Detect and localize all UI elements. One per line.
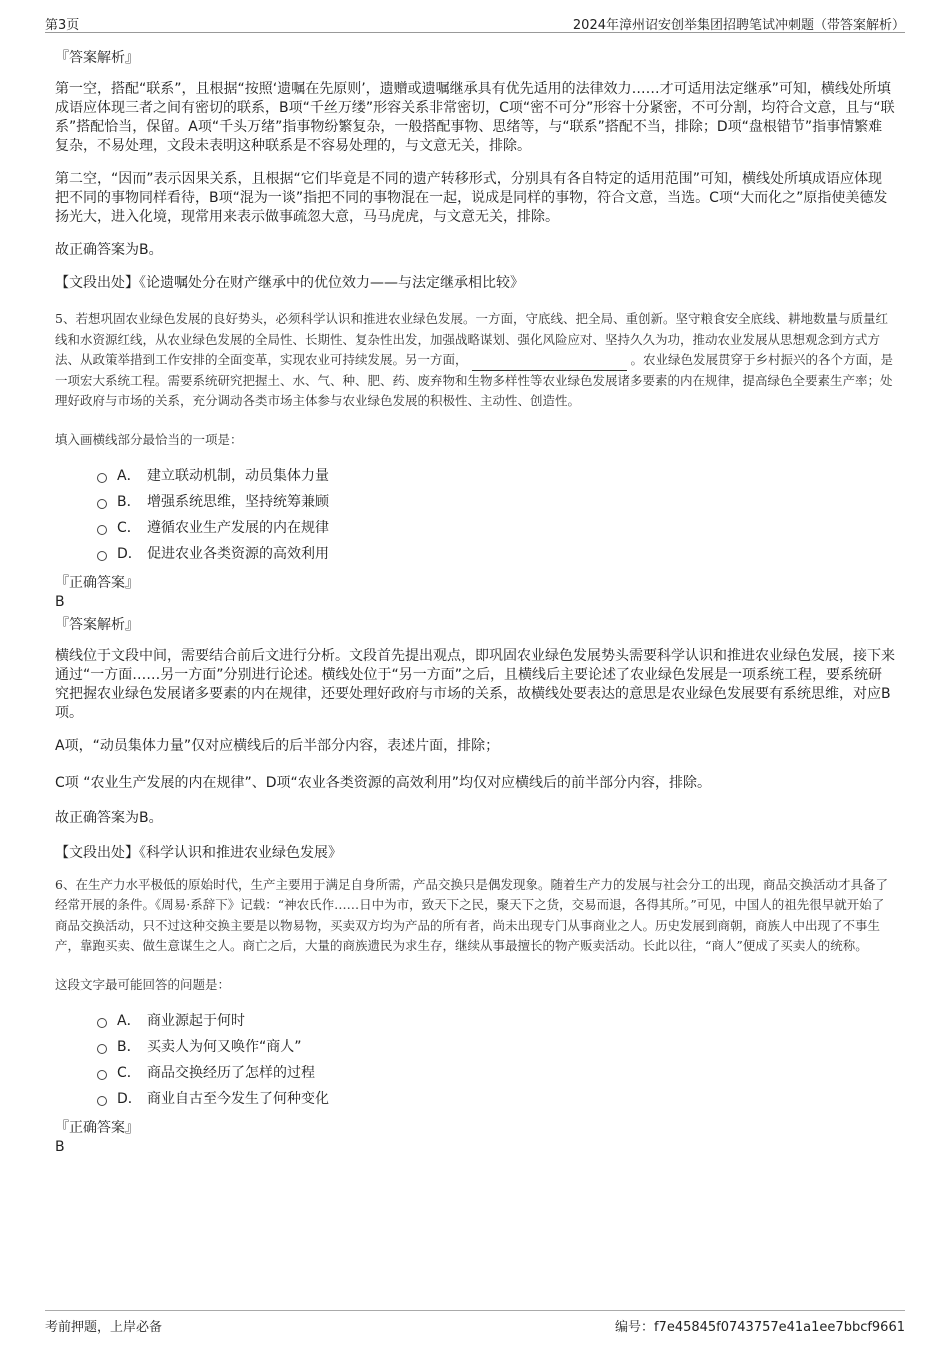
page-footer: [45, 1310, 905, 1336]
radio-icon[interactable]: [97, 1096, 107, 1106]
correct-answer-value: B: [55, 593, 65, 610]
radio-icon[interactable]: [97, 1018, 107, 1028]
document-title: 2024年漳州诏安创举集团招聘笔试冲刺题（带答案解析）: [572, 18, 905, 33]
analysis-paragraph: 横线位于文段中间，需要结合前后文进行分析。文段首先提出观点，即巩固农业绿色发展势头需要科学认识和推进农业绿色发展，接下来通过“一方面……另一方面”分别进行论述。横线处位于“另一方面”之后，且横线后主要论述了农业绿色发展是一项系统工程，要系统研究把握农业绿色发展诸多要素的内在规律，还要处理好政府与市场的关系，故横线处要表达的意思是农业绿色发展要有系统思维，对应B项。: [55, 647, 895, 721]
option-c[interactable]: C． 商品交换经历了怎样的过程: [97, 1060, 895, 1086]
source-citation: 【文段出处】《论遗嘱处分在财产继承中的优位效力——与法定继承相比较》: [55, 275, 524, 291]
option-a[interactable]: A． 商业源起于何时: [97, 1008, 895, 1034]
analysis-paragraph: C项 “农业生产发展的内在规律”、D项“农业各类资源的高效利用”均仅对应横线后的前半部分内容，排除。: [55, 774, 712, 791]
option-c[interactable]: C． 遵循农业生产发展的内在规律: [97, 515, 895, 541]
source-citation: 【文段出处】《科学认识和推进农业绿色发展》: [55, 844, 342, 861]
analysis-label: 『答案解析』: [55, 50, 139, 66]
option-b[interactable]: B． 买卖人为何又唤作“商人”: [97, 1034, 895, 1060]
fill-in-blank: [472, 356, 627, 371]
option-a[interactable]: A． 建立联动机制，动员集体力量: [97, 463, 895, 489]
page-header: [45, 10, 905, 33]
correct-answer-value: B: [55, 1138, 65, 1155]
analysis-paragraph: 第二空，“因而”表示因果关系，且根据“它们毕竟是不同的遗产转移形式，分别具有各自特定的适用范围”可知，横线处所填成语应体现把不同的事物同样看待，B项“混为一谈”指把不同的事物混在一起，说成是同样的事物，符合文意，当选。C项“大而化之”原指使美德发扬光大，进入化境，现常用来表示做事疏忽大意，马马虎虎，与文意无关，排除。: [55, 171, 888, 225]
question-5-text: [55, 309, 895, 412]
analysis-paragraph: A项，“动员集体力量”仅对应横线后的后半部分内容，表述片面，排除；: [55, 737, 500, 754]
radio-icon[interactable]: [97, 1070, 107, 1080]
question-6-prompt: 这段文字最可能回答的问题是：: [55, 976, 231, 992]
document-id: 编号：f7e45845f0743757e41a1ee7bbcf9661: [614, 1320, 905, 1335]
analysis-paragraph: 第一空，搭配“联系”，且根据“按照‘遗嘱在先原则’，遗赠或遗嘱继承具有优先适用的法律效力……才可适用法定继承”可知，横线处所填成语应体现三者之间有密切的联系，B项“千丝万缕”形容关系非常密切，C项“密不可分”形容十分紧密，不可分割，均符合文意，且与“联系”搭配恰当，保留。A项“千头万绪”指事物纷繁复杂，一般搭配事物、思绪等，与“联系”搭配不当，排除；D项“盘根错节”指事情繁难复杂，不易处理，文段未表明这种联系是不容易处理的，与文意无关，排除。: [55, 81, 895, 154]
question-5-text-part2: 。农业绿色发展贯穿于乡村振兴的各个方面，是一项宏大系统工程。需要系统研究把握土、水、气、种、肥、药、废弃物和生物多样性等农业绿色发展诸多要素的内在规律，提高绿色全要素生产率；处理好政府与市场的关系，充分调动各类市场主体参与农业绿色发展的积极性、主动性、创造性。: [55, 352, 894, 408]
page-content: [55, 44, 895, 1156]
option-d[interactable]: D． 商业自古至今发生了何种变化: [97, 1086, 895, 1112]
footer-slogan: 考前押题，上岸必备: [45, 1320, 163, 1335]
radio-icon[interactable]: [97, 1044, 107, 1054]
option-b[interactable]: B． 增强系统思维，坚持统筹兼顾: [97, 489, 895, 515]
radio-icon[interactable]: [97, 499, 107, 509]
correct-answer-label: 『正确答案』: [55, 1119, 139, 1136]
page-number: 第3页: [45, 18, 80, 33]
analysis-conclusion: 故正确答案为B。: [55, 242, 163, 258]
analysis-conclusion: 故正确答案为B。: [55, 809, 163, 826]
radio-icon[interactable]: [97, 551, 107, 561]
question-5-options: [55, 463, 895, 567]
radio-icon[interactable]: [97, 525, 107, 535]
question-6-text: 6、在生产力水平极低的原始时代，生产主要用于满足自身所需，产品交换只是偶发现象。随着生产力的发展与社会分工的出现，商品交换活动才具备了经常开展的条件。《周易·系辞下》记载：“神农氏作……日中为市，致天下之民，聚天下之货，交易而退，各得其所。”可见，中国人的祖先很早就开始了商品交换活动，只不过这种交换主要是以物易物，买卖双方均为产品的所有者，尚未出现专门从事商业之人。历史发展到商朝，商族人中出现了不事生产，靠跑买卖、做生意谋生之人。商亡之后，大量的商族遗民为求生存，继续从事最擅长的物产贩卖活动。长此以往，“商人”便成了买卖人的统称。: [55, 876, 888, 953]
analysis-label: 『答案解析』: [55, 616, 139, 633]
question-5-text-part1: 5、若想巩固农业绿色发展的良好势头，必须科学认识和推进农业绿色发展。一方面，守底线、把全局、重创新。坚守粮食安全底线、耕地数量与质量红线和水资源红线，从农业绿色发展的全局性、长期性、复杂性出发，加强战略谋划、强化风险应对、坚持久久为功，推动农业发展从思想观念到方式方法、从政策举措到工作安排的全面变革，实现农业可持续发展。另一方面，: [55, 311, 888, 367]
option-d[interactable]: D． 促进农业各类资源的高效利用: [97, 541, 895, 567]
question-6-options: [55, 1008, 895, 1112]
question-5-prompt: 填入画横线部分最恰当的一项是：: [55, 431, 243, 447]
radio-icon[interactable]: [97, 473, 107, 483]
correct-answer-label: 『正确答案』: [55, 574, 139, 591]
